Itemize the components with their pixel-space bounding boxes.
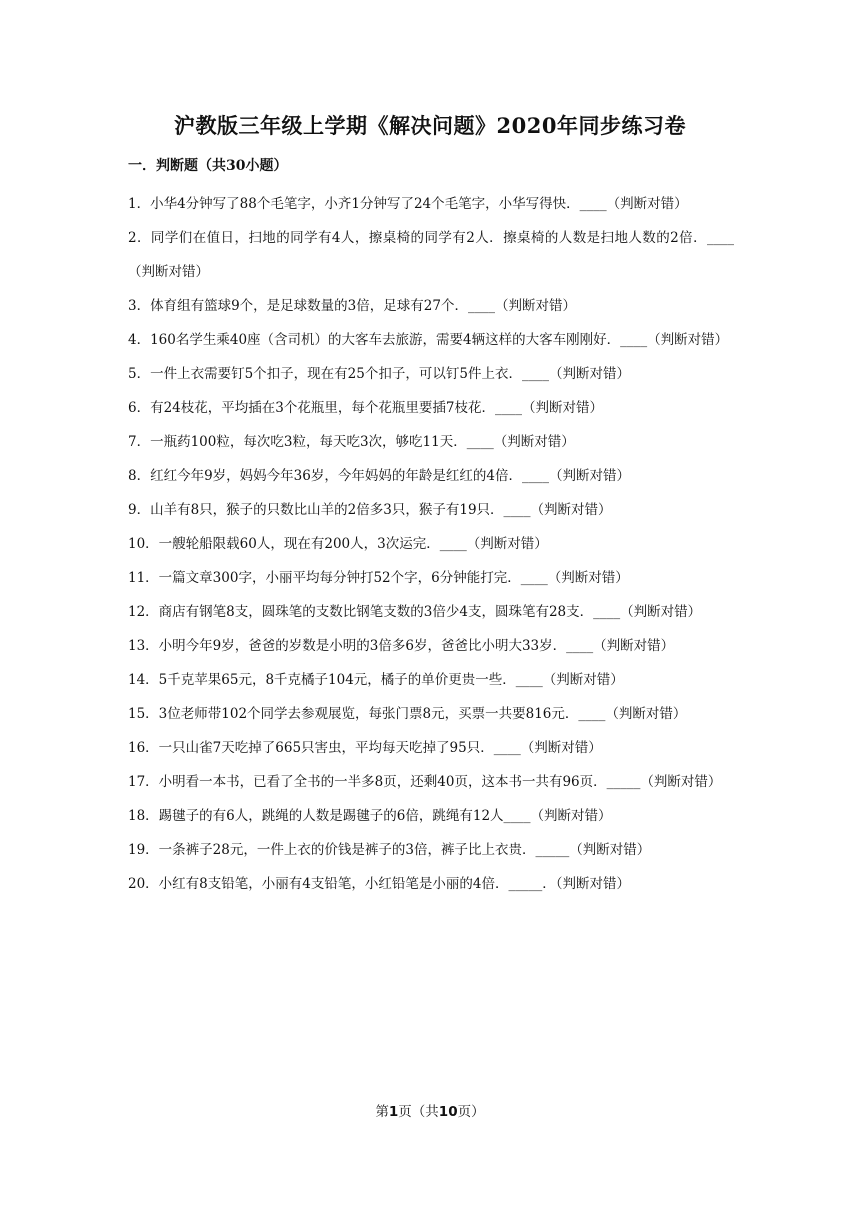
question-item: 7．一瓶药100粒，每次吃3粒，每天吃3次，够吃11天．____（判断对错） [128, 434, 575, 450]
question-list [128, 187, 734, 901]
question-item: 8．红红今年9岁，妈妈今年36岁，今年妈妈的年龄是红红的4倍．____（判断对错） [128, 468, 630, 484]
question-item: 16．一只山雀7天吃掉了665只害虫，平均每天吃掉了95只．____（判断对错） [128, 740, 602, 756]
question-item: 9．山羊有8只，猴子的只数比山羊的2倍多3只，猴子有19只．____（判断对错） [128, 502, 612, 518]
footer-total-pages: 10 [438, 1104, 458, 1120]
section-header: 一．判断题（共30小题） [128, 158, 288, 174]
question-item: 18．踢毽子的有6人，跳绳的人数是踢毽子的6倍，跳绳有12人____（判断对错） [128, 808, 612, 824]
question-item: 11．一篇文章300字，小丽平均每分钟打52个字，6分钟能打完．____（判断对错） [128, 570, 629, 586]
question-item: 19．一条裤子28元，一件上衣的价钱是裤子的3倍，裤子比上衣贵．_____（判断对错） [128, 842, 651, 858]
page-footer [0, 1100, 860, 1120]
footer-suffix: 页） [457, 1104, 485, 1120]
footer-prefix: 第 [375, 1104, 389, 1120]
question-item: 4．160名学生乘40座（含司机）的大客车去旅游，需要4辆这样的大客车刚刚好．____（判断对错） [128, 332, 729, 348]
question-item: 20．小红有8支铅笔，小丽有4支铅笔，小红铅笔是小丽的4倍．_____．（判断对错） [128, 876, 630, 892]
question-item: 2．同学们在值日，扫地的同学有4人，擦桌椅的同学有2人．擦桌椅的人数是扫地人数的2倍．____（判断对错） [128, 230, 734, 280]
footer-page-number: 1 [388, 1104, 399, 1120]
question-item: 12．商店有钢笔8支，圆珠笔的支数比钢笔支数的3倍少4支，圆珠笔有28支．____（判断对错） [128, 604, 702, 620]
page-title: 沪教版三年级上学期《解决问题》2020年同步练习卷 [174, 113, 686, 138]
question-item: 13．小明今年9岁，爸爸的岁数是小明的3倍多6岁，爸爸比小明大33岁．____（判断对错） [128, 638, 675, 654]
question-item: 3．体育组有篮球9个，是足球数量的3倍，足球有27个．____（判断对错） [128, 298, 576, 314]
question-item: 10．一艘轮船限载60人，现在有200人，3次运完．____（判断对错） [128, 536, 548, 552]
question-item: 17．小明看一本书，已看了全书的一半多8页，还剩40页，这本书一共有96页．_____（判断对错） [128, 774, 722, 790]
question-item: 15．3位老师带102个同学去参观展览，每张门票8元，买票一共要816元．____（判断对错） [128, 706, 687, 722]
question-item: 6．有24枝花，平均插在3个花瓶里，每个花瓶里要插7枝花．____（判断对错） [128, 400, 603, 416]
question-item: 1．小华4分钟写了88个毛笔字，小齐1分钟写了24个毛笔字，小华写得快．____（判断对错） [128, 196, 688, 212]
question-item: 14．5千克苹果65元，8千克橘子104元，橘子的单价更贵一些．____（判断对错） [128, 672, 624, 688]
footer-middle: 页（共 [398, 1104, 439, 1120]
question-item: 5．一件上衣需要钉5个扣子，现在有25个扣子，可以钉5件上衣．____（判断对错） [128, 366, 630, 382]
